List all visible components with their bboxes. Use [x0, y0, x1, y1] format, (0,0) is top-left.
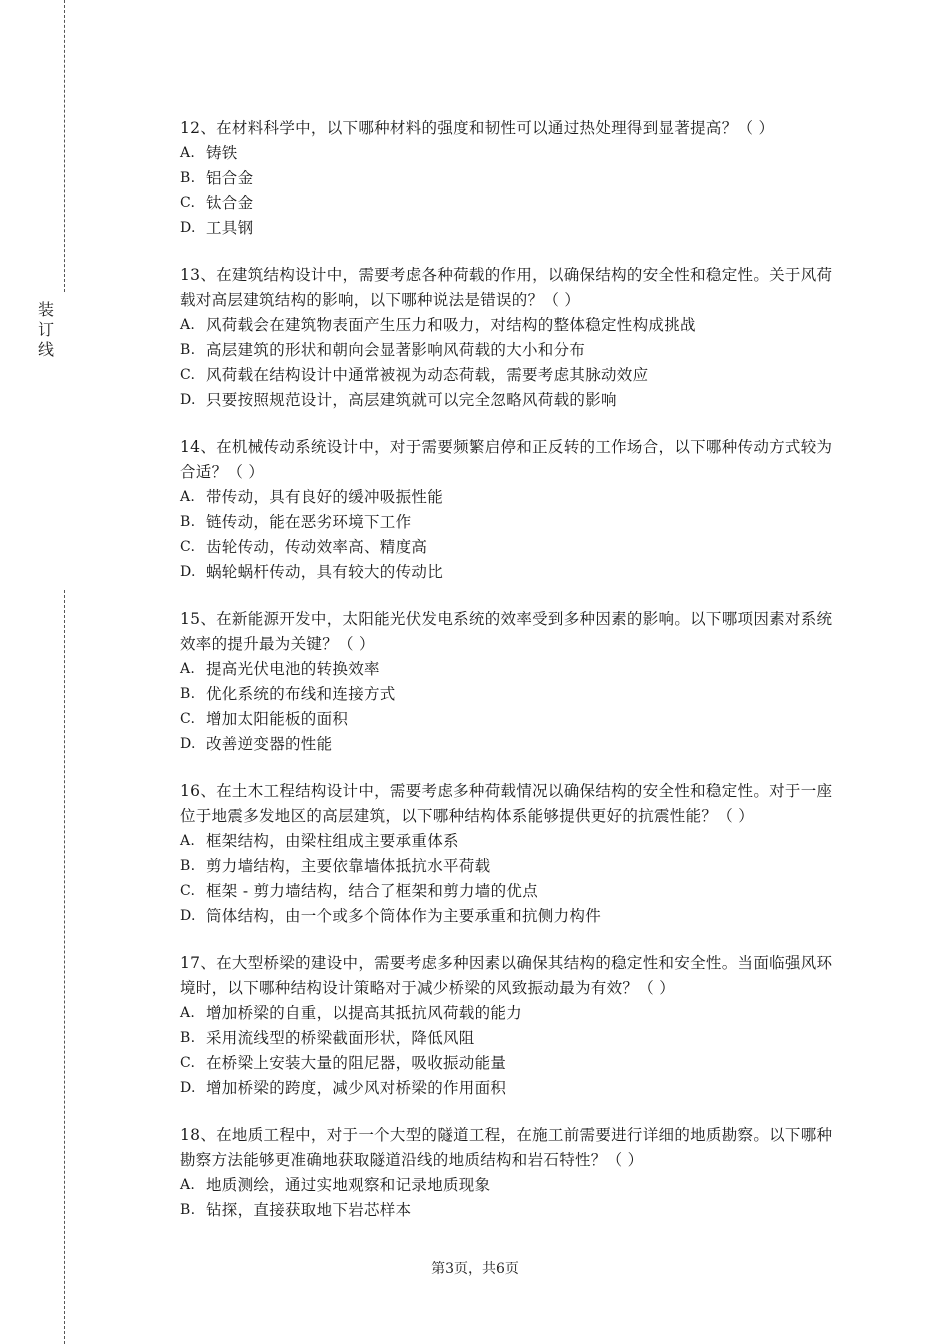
option-text: 工具钢	[206, 219, 254, 237]
option-text: 带传动，具有良好的缓冲吸振性能	[206, 488, 444, 506]
answer-option	[180, 854, 840, 879]
answer-option	[180, 388, 840, 413]
answer-option	[180, 510, 840, 535]
answer-option	[180, 1026, 840, 1051]
answer-option	[180, 485, 840, 510]
question-stem: 18、在地质工程中，对于一个大型的隧道工程，在施工前需要进行详细的地质勘察。以下哪种勘察方法能够更准确地获取隧道沿线的地质结构和岩石特性？（ ）	[180, 1126, 833, 1169]
option-text: 钛合金	[206, 194, 254, 212]
option-letter: D.	[180, 1080, 196, 1096]
answer-option	[180, 707, 840, 732]
option-letter: C.	[180, 711, 196, 727]
binding-char: 线	[37, 340, 54, 359]
answer-option	[180, 363, 840, 388]
option-text: 风荷载会在建筑物表面产生压力和吸力，对结构的整体稳定性构成挑战	[206, 316, 696, 334]
option-text: 蜗轮蜗杆传动，具有较大的传动比	[206, 563, 444, 581]
option-letter: A.	[180, 833, 196, 849]
answer-option	[180, 338, 840, 363]
answer-option	[180, 560, 840, 585]
option-text: 铸铁	[206, 144, 238, 162]
option-letter: B.	[180, 342, 196, 358]
answer-option	[180, 313, 840, 338]
answer-option	[180, 216, 840, 241]
binding-char: 订	[37, 320, 54, 339]
answer-option	[180, 904, 840, 929]
option-text: 铝合金	[206, 169, 254, 187]
answer-option	[180, 1198, 840, 1223]
question-stem: 17、在大型桥梁的建设中，需要考虑多种因素以确保其结构的稳定性和安全性。当面临强风环境时，以下哪种结构设计策略对于减少桥梁的风致振动最为有效？（ ）	[180, 954, 833, 997]
option-letter: A.	[180, 1005, 196, 1021]
option-letter: D.	[180, 220, 196, 236]
option-letter: C.	[180, 195, 196, 211]
question-list	[180, 116, 840, 1245]
question-stem: 16、在土木工程结构设计中，需要考虑多种荷载情况以确保结构的安全性和稳定性。对于一座位于地震多发地区的高层建筑，以下哪种结构体系能够提供更好的抗震性能？（ ）	[180, 782, 833, 825]
binding-line-top	[64, 0, 65, 292]
question-stem: 13、在建筑结构设计中，需要考虑各种荷载的作用，以确保结构的安全性和稳定性。关于风荷载对高层建筑结构的影响，以下哪种说法是错误的？（ ）	[180, 266, 833, 309]
answer-option	[180, 657, 840, 682]
question-block	[180, 607, 840, 757]
option-text: 高层建筑的形状和朝向会显著影响风荷载的大小和分布	[206, 341, 586, 359]
option-text: 增加桥梁的跨度，减少风对桥梁的作用面积	[206, 1079, 507, 1097]
answer-option	[180, 535, 840, 560]
option-letter: A.	[180, 317, 196, 333]
binding-char: 装	[37, 300, 54, 319]
answer-option	[180, 879, 840, 904]
option-text: 风荷载在结构设计中通常被视为动态荷载，需要考虑其脉动效应	[206, 366, 649, 384]
option-letter: C.	[180, 539, 196, 555]
option-text: 只要按照规范设计，高层建筑就可以完全忽略风荷载的影响	[206, 391, 617, 409]
option-text: 提高光伏电池的转换效率	[206, 660, 380, 678]
question-block	[180, 263, 840, 413]
option-text: 钻探，直接获取地下岩芯样本	[206, 1201, 412, 1219]
answer-option	[180, 1076, 840, 1101]
option-letter: B.	[180, 170, 196, 186]
answer-option	[180, 141, 840, 166]
question-block	[180, 779, 840, 929]
option-text: 在桥梁上安装大量的阻尼器，吸收振动能量	[206, 1054, 507, 1072]
binding-label	[36, 300, 56, 360]
question-block	[180, 1123, 840, 1223]
answer-option	[180, 1173, 840, 1198]
option-text: 地质测绘，通过实地观察和记录地质现象	[206, 1176, 491, 1194]
option-letter: B.	[180, 686, 196, 702]
answer-option	[180, 166, 840, 191]
option-letter: C.	[180, 367, 196, 383]
answer-option	[180, 682, 840, 707]
question-block	[180, 951, 840, 1101]
option-letter: C.	[180, 1055, 196, 1071]
option-letter: B.	[180, 1202, 196, 1218]
page-footer: 第3页，共6页	[431, 1261, 519, 1277]
answer-option	[180, 1001, 840, 1026]
option-letter: A.	[180, 145, 196, 161]
question-block	[180, 435, 840, 585]
option-text: 采用流线型的桥梁截面形状，降低风阻	[206, 1029, 475, 1047]
option-letter: D.	[180, 736, 196, 752]
option-letter: D.	[180, 392, 196, 408]
answer-option	[180, 829, 840, 854]
question-stem: 15、在新能源开发中，太阳能光伏发电系统的效率受到多种因素的影响。以下哪项因素对系统效率的提升最为关键？（ ）	[180, 610, 833, 653]
question-block	[180, 116, 840, 241]
option-letter: D.	[180, 564, 196, 580]
option-letter: C.	[180, 883, 196, 899]
option-letter: D.	[180, 908, 196, 924]
answer-option	[180, 191, 840, 216]
option-letter: B.	[180, 514, 196, 530]
option-text: 筒体结构，由一个或多个筒体作为主要承重和抗侧力构件	[206, 907, 602, 925]
option-text: 优化系统的布线和连接方式	[206, 685, 396, 703]
option-text: 链传动，能在恶劣环境下工作	[206, 513, 412, 531]
option-letter: B.	[180, 858, 196, 874]
option-letter: A.	[180, 661, 196, 677]
question-stem: 14、在机械传动系统设计中，对于需要频繁启停和正反转的工作场合，以下哪种传动方式较为合适？（ ）	[180, 438, 833, 481]
question-stem: 12、在材料科学中，以下哪种材料的强度和韧性可以通过热处理得到显著提高？（ ）	[180, 119, 775, 137]
option-text: 增加太阳能板的面积	[206, 710, 349, 728]
option-letter: A.	[180, 489, 196, 505]
option-text: 改善逆变器的性能	[206, 735, 333, 753]
option-letter: B.	[180, 1030, 196, 1046]
option-text: 剪力墙结构，主要依靠墙体抵抗水平荷载	[206, 857, 491, 875]
option-text: 框架结构，由梁柱组成主要承重体系	[206, 832, 459, 850]
binding-line-bottom	[64, 590, 65, 1344]
option-text: 框架 - 剪力墙结构，结合了框架和剪力墙的优点	[206, 882, 538, 900]
option-letter: A.	[180, 1177, 196, 1193]
option-text: 增加桥梁的自重，以提高其抵抗风荷载的能力	[206, 1004, 523, 1022]
answer-option	[180, 732, 840, 757]
option-text: 齿轮传动，传动效率高、精度高	[206, 538, 428, 556]
answer-option	[180, 1051, 840, 1076]
